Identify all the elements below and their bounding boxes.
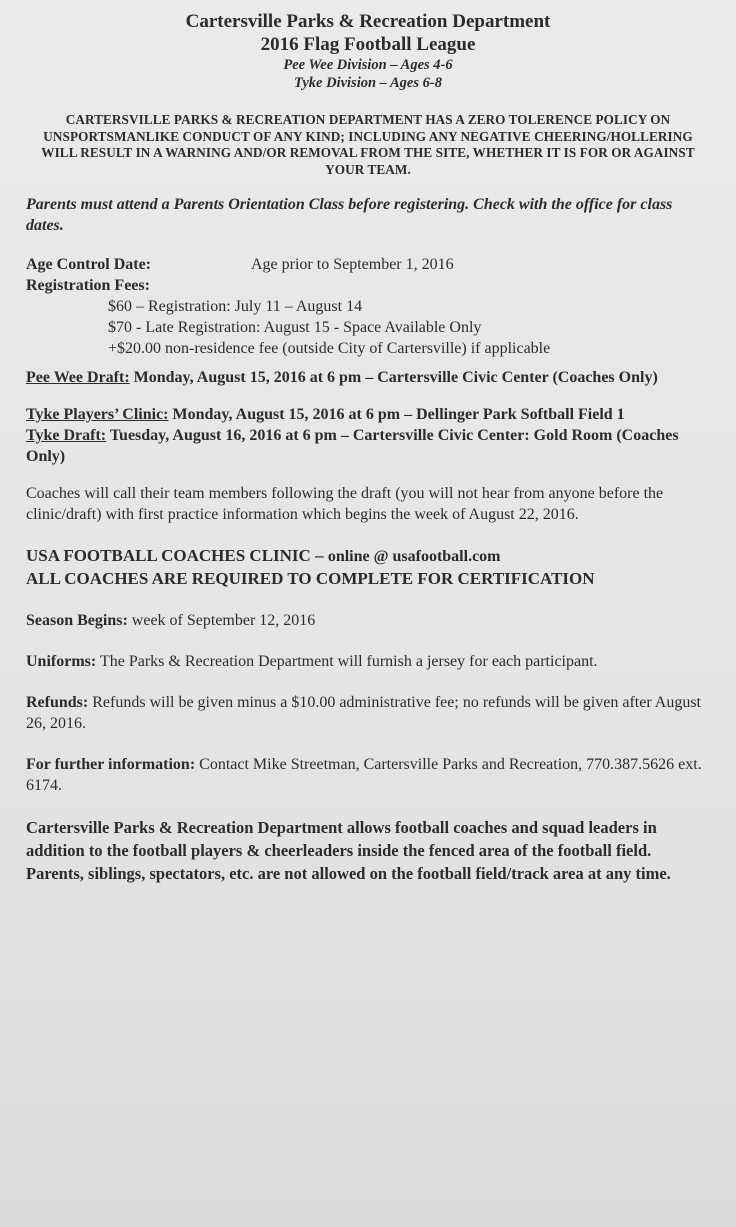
fee-item: +$20.00 non-residence fee (outside City of Cartersville) if applicable	[108, 340, 551, 357]
field-access-policy: Cartersville Parks & Recreation Department allows football coaches and squad leaders in addition to the football players & cheerleaders inside the fenced area of the football field. Parents, siblings, spectators, etc. are not allowed on the football field/track area at any time.	[26, 818, 671, 883]
tyke-division: Tyke Division – Ages 6-8	[294, 75, 442, 91]
age-control-value: Age prior to September 1, 2016	[251, 256, 454, 273]
tyke-draft	[26, 425, 710, 467]
age-control-row	[26, 254, 710, 275]
usa-clinic-online: online @ usafootball.com	[327, 548, 501, 565]
tyke-draft-text: Tuesday, August 16, 2016 at 6 pm – Cartersville Civic Center: Gold Room (Coaches Only)	[26, 427, 679, 465]
pee-wee-draft	[26, 367, 710, 388]
usa-football-clinic	[26, 545, 710, 568]
usa-clinic-heading: USA FOOTBALL COACHES CLINIC –	[26, 546, 324, 565]
pee-wee-draft-label: Pee Wee Draft:	[26, 369, 130, 386]
further-information	[26, 754, 710, 796]
tyke-clinic	[26, 404, 710, 425]
pee-wee-division: Pee Wee Division – Ages 4-6	[283, 57, 453, 73]
league-title: 2016 Flag Football League	[260, 34, 476, 55]
uniforms	[26, 651, 710, 672]
refunds	[26, 692, 710, 734]
age-control-label: Age Control Date:	[26, 256, 152, 273]
tyke-clinic-text: Monday, August 15, 2016 at 6 pm – Dellinger Park Softball Field 1	[172, 406, 625, 423]
pee-wee-draft-text: Monday, August 15, 2016 at 6 pm – Cartersville Civic Center (Coaches Only)	[133, 369, 658, 386]
orientation-notice: Parents must attend a Parents Orientation Class before registering. Check with the office for class dates.	[26, 196, 673, 234]
season-text: week of September 12, 2016	[131, 612, 316, 629]
uniforms-label: Uniforms:	[26, 653, 97, 670]
info-label: For further information:	[26, 756, 196, 773]
registration-fees-label: Registration Fees:	[26, 277, 150, 294]
tyke-draft-label: Tyke Draft:	[26, 427, 107, 444]
uniforms-text: The Parks & Recreation Department will furnish a jersey for each participant.	[99, 653, 598, 670]
info-text: Contact Mike Streetman, Cartersville Parks and Recreation, 770.387.5626 ext. 6174.	[26, 756, 702, 794]
department-title: Cartersville Parks & Recreation Department	[185, 11, 551, 32]
season-label: Season Begins:	[26, 612, 128, 629]
coaches-call-notice: Coaches will call their team members following the draft (you will not hear from anyone before the clinic/draft) with first practice information which begins the week of August 22, 2016.	[26, 485, 664, 523]
refunds-text: Refunds will be given minus a $10.00 administrative fee; no refunds will be given after August 26, 2016.	[26, 694, 701, 732]
tyke-clinic-label: Tyke Players’ Clinic:	[26, 406, 169, 423]
fee-item: $60 – Registration: July 11 – August 14	[108, 298, 363, 315]
flyer-header	[26, 10, 710, 92]
conduct-policy: CARTERSVILLE PARKS & RECREATION DEPARTMENT HAS A ZERO TOLERENCE POLICY ON UNSPORTSMANLIKE CONDUCT OF ANY KIND; INCLUDING ANY NEGATIVE CHEERING/HOLLERING WILL RESULT IN A WARNING AND/OR REMOVAL FROM THE SITE, WHETHER IT IS FOR OR AGAINST YOUR TEAM.	[41, 112, 695, 177]
fee-item: $70 - Late Registration: August 15 - Space Available Only	[108, 319, 482, 336]
certification-requirement: ALL COACHES ARE REQUIRED TO COMPLETE FOR CERTIFICATION	[26, 569, 595, 588]
season-begins	[26, 610, 710, 631]
refunds-label: Refunds:	[26, 694, 89, 711]
